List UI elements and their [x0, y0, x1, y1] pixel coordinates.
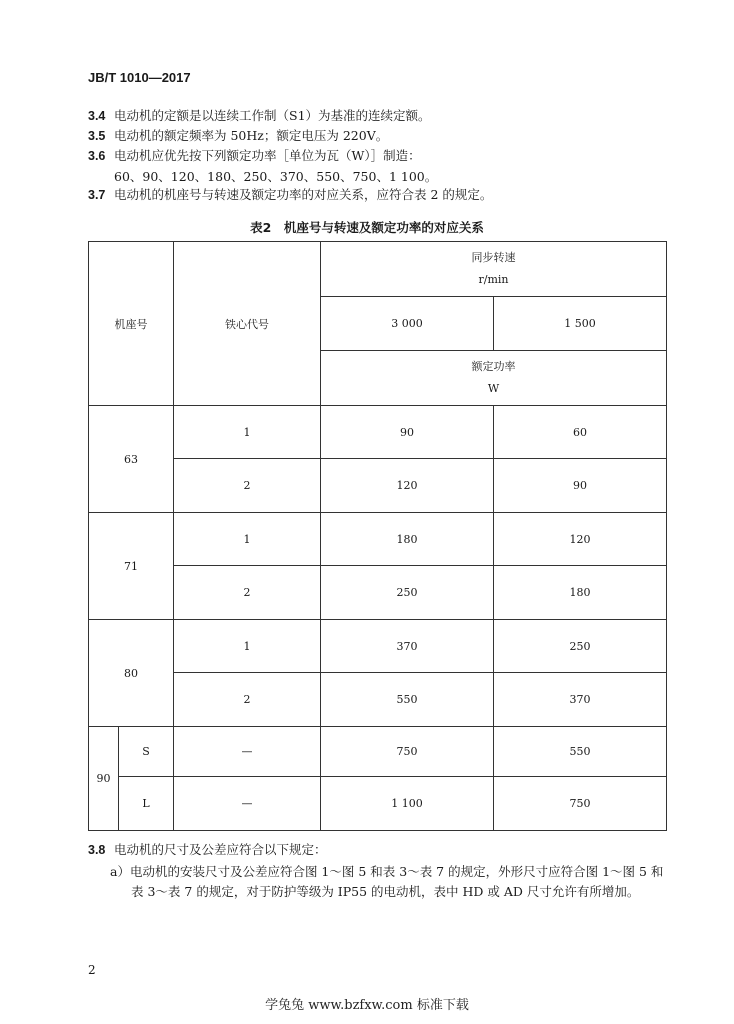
frame-length-code-cell: L — [119, 777, 174, 831]
clause-number: 3.6 — [88, 149, 106, 163]
power-3000-cell: 550 — [321, 673, 494, 727]
table-row — [89, 673, 667, 727]
clause-3-8-item-a-line1: a）电动机的安装尺寸及公差应符合图 1～图 5 和表 3～表 7 的规定，外形尺寸应符合图 1～图 5 和 — [110, 864, 664, 879]
table-row — [89, 727, 667, 777]
core-code-cell: 1 — [174, 513, 321, 566]
footer-watermark: 学兔兔 www.bzfxw.com 标准下载 — [265, 998, 469, 1013]
frame-number-cell: 90 — [89, 727, 119, 831]
core-code-cell: 1 — [174, 620, 321, 673]
table-row — [89, 459, 667, 513]
table-title: 表2 机座号与转速及额定功率的对应关系 — [250, 220, 484, 235]
core-code-cell: 2 — [174, 459, 321, 513]
clause-3-5 — [88, 128, 388, 144]
frame-number-cell: 63 — [89, 406, 174, 513]
power-1500-cell: 250 — [494, 620, 667, 673]
core-code-cell: 2 — [174, 673, 321, 727]
power-3000-cell: 120 — [321, 459, 494, 513]
clause-text: 电动机的机座号与转速及额定功率的对应关系，应符合表 2 的规定。 — [114, 187, 493, 202]
header-speed-3000: 3 000 — [321, 297, 494, 351]
clause-3-6-values: 60、90、120、180、250、370、550、750、1 100。 — [114, 169, 438, 184]
table-row — [89, 513, 667, 566]
power-3000-cell: 90 — [321, 406, 494, 459]
table-row — [89, 406, 667, 459]
clause-text: 电动机应优先按下列额定功率［单位为瓦（W）］制造： — [114, 148, 421, 163]
table-row — [89, 620, 667, 673]
power-3000-cell: 180 — [321, 513, 494, 566]
clause-3-4 — [88, 108, 431, 124]
clause-3-8-item-a-line2: 表 3～表 7 的规定，对于防护等级为 IP55 的电动机，表中 HD 或 AD 尺寸允许有所增加。 — [131, 884, 640, 899]
clause-text: 电动机的额定频率为 50Hz；额定电压为 220V。 — [114, 128, 389, 143]
header-core-code: 铁心代号 — [174, 242, 321, 406]
rated-power-unit: W — [487, 382, 500, 395]
frame-length-code-cell: S — [119, 727, 174, 777]
power-1500-cell: 370 — [494, 673, 667, 727]
frame-number-cell: 80 — [89, 620, 174, 727]
power-3000-cell: 250 — [321, 566, 494, 620]
document-id: JB/T 1010—2017 — [88, 70, 191, 85]
frame-power-table — [88, 241, 667, 831]
clause-number: 3.8 — [88, 843, 106, 857]
core-code-cell: 2 — [174, 566, 321, 620]
power-1500-cell: 550 — [494, 727, 667, 777]
header-speed-1500: 1 500 — [494, 297, 667, 351]
clause-number: 3.7 — [88, 188, 106, 202]
header-frame-number: 机座号 — [89, 242, 174, 406]
power-1500-cell: 750 — [494, 777, 667, 831]
power-1500-cell: 180 — [494, 566, 667, 620]
clause-3-6 — [88, 148, 421, 164]
clause-number: 3.5 — [88, 129, 106, 143]
power-1500-cell: 120 — [494, 513, 667, 566]
sync-speed-label: 同步转速 — [471, 251, 516, 264]
header-rated-power — [321, 351, 667, 406]
core-code-cell: 1 — [174, 406, 321, 459]
clause-text: 电动机的尺寸及公差应符合以下规定： — [114, 842, 327, 857]
page-number: 2 — [88, 963, 96, 977]
core-code-cell: — — [174, 727, 321, 777]
table-row — [89, 777, 667, 831]
power-1500-cell: 90 — [494, 459, 667, 513]
table-row — [89, 566, 667, 620]
header-sync-speed — [321, 242, 667, 297]
power-3000-cell: 1 100 — [321, 777, 494, 831]
rated-power-label: 额定功率 — [471, 360, 516, 373]
clause-3-7 — [88, 187, 492, 203]
power-1500-cell: 60 — [494, 406, 667, 459]
sync-speed-unit: r/min — [478, 273, 509, 286]
core-code-cell: — — [174, 777, 321, 831]
frame-number-cell: 71 — [89, 513, 174, 620]
clause-number: 3.4 — [88, 109, 106, 123]
clause-3-8 — [88, 842, 327, 858]
clause-text: 电动机的定额是以连续工作制（S1）为基准的连续定额。 — [114, 108, 431, 123]
power-3000-cell: 370 — [321, 620, 494, 673]
power-3000-cell: 750 — [321, 727, 494, 777]
